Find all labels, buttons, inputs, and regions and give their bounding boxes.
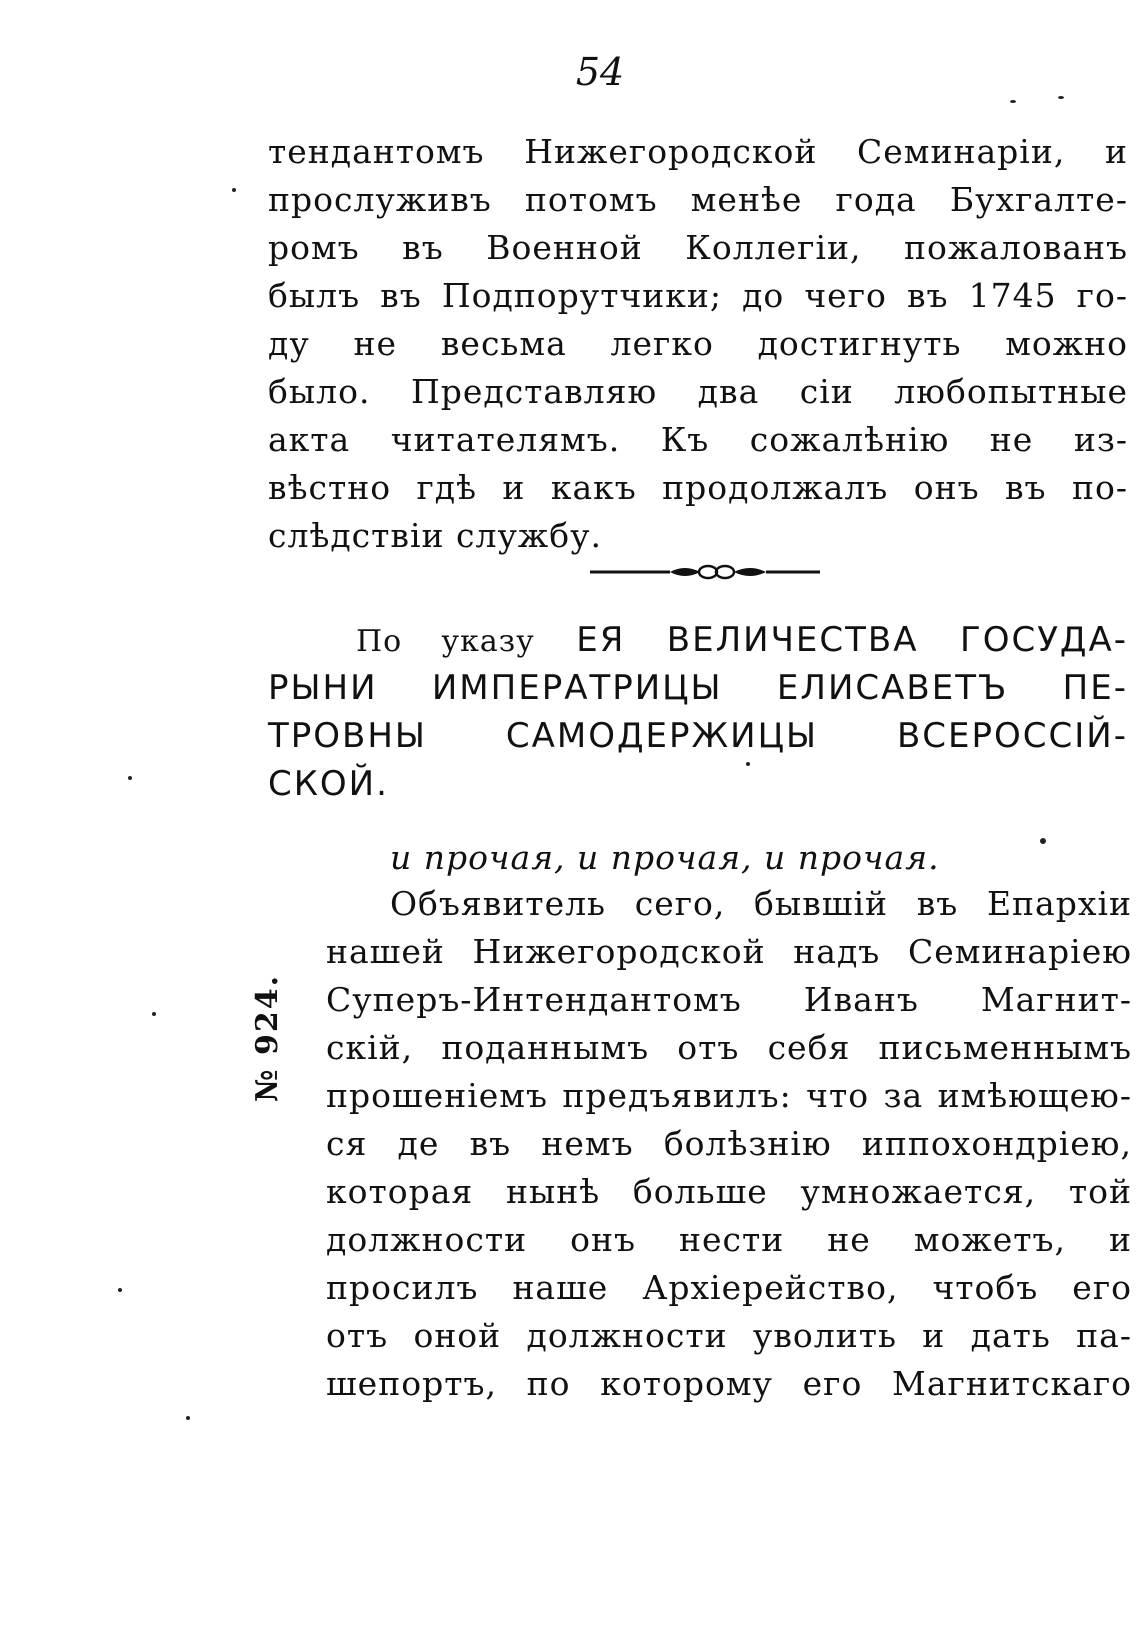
text-line: слѣдствіи службу. xyxy=(268,516,603,555)
text-line: и прочая, и прочая, и прочая. xyxy=(390,838,940,877)
print-speck xyxy=(118,1288,122,1292)
text-line: отъ оной должности уволить и дать па- xyxy=(326,1316,1132,1355)
print-speck xyxy=(128,776,132,780)
page-number: 54 xyxy=(575,50,625,94)
decree-text: ЕЯ ВЕЛИЧЕСТВА ГОСУДА- xyxy=(576,620,1129,660)
document-body xyxy=(326,880,1132,1408)
text-line: тендантомъ Нижегородской Семинаріи, и xyxy=(268,132,1128,171)
print-speck xyxy=(186,1416,190,1420)
decree-line: ТРОВНЫ САМОДЕРЖИЦЫ ВСЕРОССІЙ- xyxy=(268,716,1128,756)
text-line: шепортъ, по которому его Магнитскаго xyxy=(326,1364,1132,1403)
text-line: должности онъ нести не можетъ, и xyxy=(326,1220,1132,1259)
print-speck xyxy=(1040,838,1046,844)
print-speck xyxy=(152,1012,156,1016)
etc-line xyxy=(390,834,1130,882)
print-speck xyxy=(1058,96,1064,99)
decree-line: РЫНИ ИМПЕРАТРИЦЫ ЕЛИСАВЕТЪ ПЕ- xyxy=(268,668,1128,708)
print-speck xyxy=(746,762,750,766)
text-line: ду не весьма легко достигнуть можно xyxy=(268,324,1128,363)
margin-document-number: № 924. xyxy=(250,973,285,1102)
text-line: скій, поданнымъ отъ себя письменнымъ xyxy=(326,1028,1132,1067)
decree-prefix: По указу xyxy=(356,624,535,659)
text-line: ромъ въ Военной Коллегіи, пожалованъ xyxy=(268,228,1128,267)
text-line: Объявитель сего, бывшій въ Епархіи xyxy=(390,884,1132,923)
text-line: просилъ наше Архіерейство, чтобъ его xyxy=(326,1268,1132,1307)
print-speck xyxy=(1010,100,1016,103)
text-line: прошеніемъ предъявилъ: что за имѣющею- xyxy=(326,1076,1132,1115)
print-speck xyxy=(232,188,236,192)
text-line: нашей Нижегородской надъ Семинаріею xyxy=(326,932,1132,971)
text-line: было. Представляю два сіи любопытные xyxy=(268,372,1128,411)
decree-line xyxy=(268,616,1128,664)
text-line: прослуживъ потомъ менѣе года Бухгалте- xyxy=(268,180,1128,219)
text-line: акта читателямъ. Къ сожалѣнію не из- xyxy=(268,420,1128,459)
top-paragraph xyxy=(268,128,1128,560)
text-line: Суперъ-Интендантомъ Иванъ Магнит- xyxy=(326,980,1132,1019)
decree-line: СКОЙ. xyxy=(268,764,389,804)
text-line: которая нынѣ больше умножается, той xyxy=(326,1172,1132,1211)
ornament-divider xyxy=(590,560,820,584)
decree-heading xyxy=(268,616,1128,808)
text-line: былъ въ Подпорутчики; до чего въ 1745 го- xyxy=(268,276,1128,315)
text-line: вѣстно гдѣ и какъ продолжалъ онъ въ по- xyxy=(268,468,1128,507)
text-line: ся де въ немъ болѣзнію иппохондріею, xyxy=(326,1124,1132,1163)
